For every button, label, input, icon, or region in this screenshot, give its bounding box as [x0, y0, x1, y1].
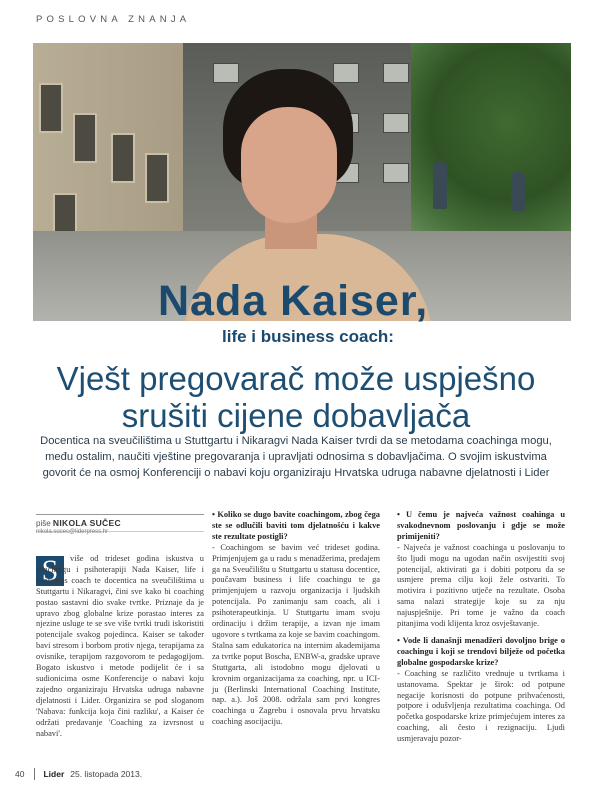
- headline-line-2: srušiti cijene dobavljača: [121, 397, 471, 434]
- pedestrian: [511, 171, 525, 211]
- page-number: 40: [15, 769, 25, 779]
- magazine-name: Lider: [43, 769, 65, 779]
- column-3: [397, 510, 565, 745]
- interview-question: • U čemu je najveća važnost coahinga u svakodnevnom poslovanju i gdje se može primijeniti?: [397, 510, 565, 541]
- author-name: NIKOLA SUČEC: [52, 518, 121, 528]
- drop-cap: S: [36, 556, 64, 586]
- body-paragraph: više od trideset godina iskustva u coachingu i psihoterapiji Nada Kaiser, life i bussiness coach te docentica na sveučilištima u Stuttgartu i Nikaragvi, čini sve kako bi coaching postao sastavni dio svake tvrtke. Priznaje da je upravo zbog globalne krize porastao interes za njezine usluge te se sve više tvrtki trudi iskoristiti potencijale svakog pojedinca. Kaiser se također bavi stresom i borbom protiv njega, terapijama za ovisnike, terapijom razgovorom te pedagogijom. Bogato iskustvo i metode podijelit će i sa sudionicima osme Konferencije o nabavi koju zajedno organiziraju Hrvatska udruga nabavne djelatnosti i Lider. Organizira se pod sloganom 'Nabava: funkcija koja čini razliku', a Kaiser će održati predavanje 'Coaching za izvrsnost u nabavi'.: [36, 554, 204, 738]
- section-label: POSLOVNA ZNANJA: [36, 14, 191, 25]
- interview-question: • Vode li današnji menadžeri dovoljno brige o coachingu i koji se trendovi bilježe od početka globalne gospodarske krize?: [397, 635, 565, 667]
- footer-divider: [34, 768, 35, 780]
- interview-question: • Koliko se dugo bavite coachingom, zbog čega ste se odlučili baviti tom djelatnošću i kakve ste rezultate postigli?: [212, 510, 380, 541]
- byline-prefix: piše: [36, 519, 51, 528]
- pedestrian: [433, 161, 447, 209]
- column-2: [212, 510, 380, 728]
- person-role: life i business coach:: [222, 327, 394, 346]
- person-name: Nada Kaiser,: [158, 277, 429, 325]
- issue-date: 25. listopada 2013.: [70, 769, 143, 779]
- lead-paragraph: Docentica na sveučilištima u Stuttgartu i Nikaragvi Nada Kaiser tvrdi da se metodama coachinga mogu, među ostalim, naučiti vještine pregovaranja i upravljati odnosima s dobavljačima. O svojim iskustvima govorit će na osmoj Konferenciji o nabavi koju organiziraju Hrvatska udruga nabavne djelatnosti i Lider: [40, 435, 552, 479]
- column-1: [36, 554, 204, 739]
- interview-answer: - Coaching se različito vrednuje u tvrtkama i ustanovama. Spektar je širok: od potpune negacije korisnosti do potpune prihvaćenosti, potpore i odušvljenja rezultatima coachinga. Od početka gospodarske krize primjećujem interes za coaching, ali često i rezignaciju. Ljudi usmjeravaju pozor-: [397, 668, 565, 744]
- interview-answer: - Najveća je važnost coachinga u poslovanju to što ljudi mogu na ugodan način osvijestiti svoj potencijal, aktivirati ga i dobiti potporu da se usmjere prema cilju koji žele ostvariti. To motivira i pozitivno utječe na rezultate. Osoba sama nalazi strategije koje su za nju najuspješnije. Pri tome je važno da coach pitanjima vodi klijenta kroz osvještavanje.: [397, 542, 565, 629]
- trees: [411, 43, 571, 243]
- author-email: nikola.sucec@liderpress.hr: [36, 529, 109, 535]
- interview-answer: - Coachingom se bavim već trideset godina. Primjenjujem ga u radu s menadžerima, predajem ga na Sveučilištu u Stuttgartu u statusu docentice, poučavam business i life coachingu te ga primjenjujem u razvoju organizacija i ljudskih potencijala. Po zanimanju sam coach, ali i psihoterapeutkinja. U Stuttgartu imam svoju ordinaciju i držim terapije, a izvan nje imam ugovore s tvrtkama za koje se bavim coachingom. Stalna sam edukatorica na internim akademijama za tvrtke poput Boscha, ENBW-a, gradske uprave Stuttgarta, ali istodobno mogu djelovati u krovnim organizacijama za coaching, npr. u ICI-ju (Berlinski International Coaching Institute, nap. a.). Još 2008. održala sam prvi kongres coachinga u Zagrebu i osnovala prvu hrvatsku coaching asocijaciju.: [212, 542, 380, 727]
- page-footer: [15, 768, 142, 780]
- headline-line-1: Vješt pregovarač može uspješno: [56, 360, 536, 397]
